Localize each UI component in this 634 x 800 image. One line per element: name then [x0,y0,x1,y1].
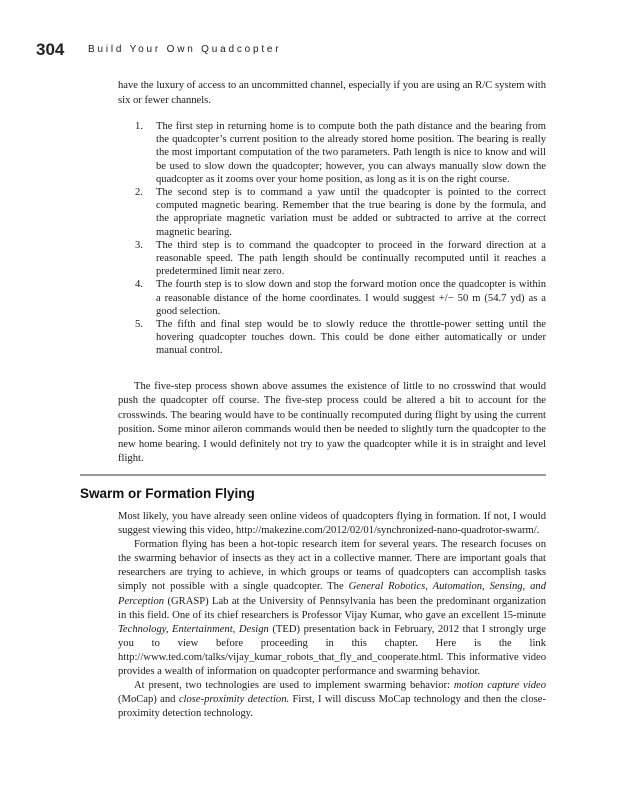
swarm-paragraph-1: Most likely, you have already seen online videos of quadcopters flying in formation. If not, I would suggest viewing this video, http://makezine.com/2012/02/01/synchronized-nano-quadrotor-swarm/. [118,511,546,537]
grasp-name: General Robotics, Automation, Sensing, and Perception [118,581,546,607]
section-heading: Swarm or Formation Flying [80,486,255,501]
step-text: The first step in returning home is to compute both the path distance and the bearing from the quadcopter’s current position to the already stored home position. The bearing is really the most important computation of the two parameters. Path length is nice to know and will be used to slow down the quadcopter; however, you can always manually slow down the quadcopter as it zooms over your home position, as long as it is on the right course. [156,121,546,185]
list-item [118,239,546,279]
step-text: The second step is to command a yaw until the quadcopter is pointed to the correct computed magnetic bearing. Remember that the true bearing is done by the formula, and the appropriate magnetic variation must be added or subtracted to arrive at the correct magnetic bearing. [156,187,546,238]
section-body [118,510,546,721]
step-number: 2. [135,187,143,199]
p3-text-a: At present, two technologies are used to implement swarming behavior: [134,680,454,692]
list-item [118,120,546,186]
step-number: 4. [135,279,143,291]
intro-paragraph [118,78,546,109]
list-item [118,318,546,358]
section-divider [80,474,546,476]
step-text: The fourth step is to slow down and stop the forward motion once the quadcopter is within a reasonable distance of the home coordinates. I would suggest +/− 50 m (54.7 yd) as a good selection. [156,279,546,317]
list-item [118,278,546,318]
p3-text-c: First, I will discuss MoCap technology and then the close-proximity detection technology. [118,694,546,720]
mocap-term: motion capture video [453,680,546,692]
p2-text-a: Formation flying has been a hot-topic research item for several years. The research focuses on the swarming behavior of insects as they act in a collective manner. There are important goals that researchers are trying to achieve, in which groups or teams of quadcopters can accomplish tasks simply not possible with a single quadcopter. The [118,539,546,593]
step-text: The third step is to command the quadcopter to proceed in the forward direction at a reasonable speed. The path length should be continually recomputed until it reaches a predetermined limit near zero. [156,239,546,278]
close-proximity-term: close-proximity detection. [178,694,290,706]
step-text: The fifth and final step would be to slowly reduce the throttle-power setting until the hovering quadcopter touches down. This could be done either automatically or under manual control. [156,319,546,357]
crosswind-text: The five-step process shown above assumes the existence of little to no crosswind that would push the quadcopter off course. The five-step process could be altered a bit to account for the crosswinds. The bearing would have to be continually recomputed during flight by using the current position. Some minor aileron commands would then be needed to slightly turn the quadcopter to the new home bearing. I would definitely not try to yaw the quadcopter while it is in straight and level flight. [118,381,546,465]
swarm-paragraph-3 [118,679,546,721]
step-number: 5. [135,319,143,331]
p2-text-b: (GRASP) Lab at the University of Pennsylvania has been the predominant organization in this field. One of its chief researchers is Professor Vijay Kumar, who gave an excellent 15-minute [118,595,546,621]
page-number: 304 [36,40,65,59]
step-number: 3. [135,239,143,251]
swarm-paragraph-2 [118,538,546,679]
book-title: Build Your Own Quadcopter [88,44,282,55]
ted-name: Technology, Entertainment, Design [118,623,269,635]
list-item [118,186,546,239]
p3-text-b: (MoCap) and [118,694,179,706]
crosswind-paragraph [118,380,546,466]
p2-text-c: (TED) presentation back in February, 2012 that I strongly urge you to view before proceeding in this chapter. Here is the link http://www.ted.com/talks/vijay_kumar_robots_that_fly_and_cooperate.html. This informative video provides a wealth of information on quadcopter performance and swarming behavior. [118,623,546,678]
intro-text: have the luxury of access to an uncommitted channel, especially if you are using an R/C system with six or fewer channels. [118,80,546,107]
step-number: 1. [135,121,143,132]
step-list [118,120,546,358]
running-header [36,40,596,62]
